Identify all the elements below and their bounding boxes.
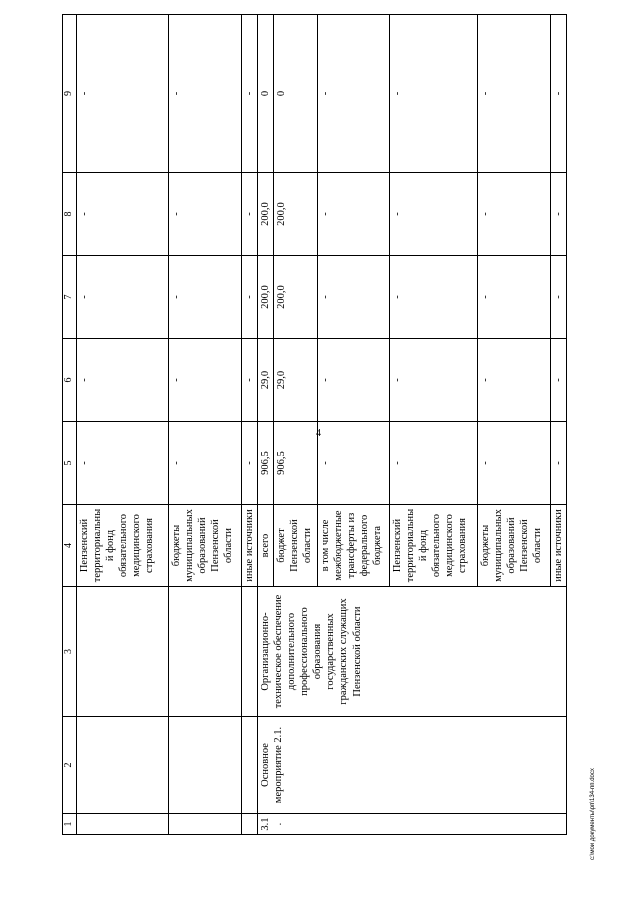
- table-cell: 200,0: [257, 173, 273, 256]
- table-cell: -: [76, 422, 168, 505]
- table-cell: 906,5: [273, 422, 317, 505]
- table-cell: -: [317, 173, 389, 256]
- table-row: [76, 15, 168, 835]
- column-number: 9: [63, 15, 77, 173]
- table-cell: 200,0: [257, 256, 273, 339]
- table-cell: -: [168, 422, 241, 505]
- table-cell: всего: [257, 505, 273, 587]
- table-cell: -: [76, 173, 168, 256]
- table-cell: 200,0: [273, 173, 317, 256]
- column-number: 5: [63, 422, 77, 505]
- table-cell: -: [241, 339, 257, 422]
- table-cell: -: [317, 422, 389, 505]
- table-cell: -: [550, 256, 566, 339]
- table-cell: -: [317, 339, 389, 422]
- table-cell: бюджет Пензенской области: [273, 505, 317, 587]
- table-cell: [241, 717, 257, 814]
- column-number: 7: [63, 256, 77, 339]
- table-cell: -: [317, 256, 389, 339]
- table-cell: -: [168, 173, 241, 256]
- table-cell: бюджеты муниципальных образований Пензенской области: [477, 505, 550, 587]
- table-cell: [168, 814, 241, 835]
- table-cell: -: [550, 422, 566, 505]
- table-cell: -: [389, 339, 477, 422]
- table-cell: -: [317, 15, 389, 173]
- table-cell: -: [168, 339, 241, 422]
- file-path-footer: c:\мои документы\рп\134-пп.docx: [590, 768, 596, 860]
- table-cell: [241, 587, 257, 717]
- activity-description: Организационно-техническое обеспечение дополнительного профессионального образования государственных гражданских служащих Пензенской области: [257, 587, 566, 717]
- column-number-row: [63, 15, 77, 835]
- table-cell: -: [550, 15, 566, 173]
- table-row: [241, 15, 257, 835]
- table-cell: -: [389, 173, 477, 256]
- table-cell: 906,5: [257, 422, 273, 505]
- table-cell: 29,0: [257, 339, 273, 422]
- table-cell: -: [168, 256, 241, 339]
- table-cell: -: [241, 15, 257, 173]
- table-cell: 0: [257, 15, 273, 173]
- table-cell: -: [550, 173, 566, 256]
- table-cell: -: [241, 173, 257, 256]
- table-cell: -: [241, 256, 257, 339]
- table-cell: [168, 587, 241, 717]
- table-cell: в том числе межбюджетные трансферты из федерального бюджета: [317, 505, 389, 587]
- table-cell: [76, 814, 168, 835]
- table-cell: 200,0: [273, 256, 317, 339]
- table-cell: Пензенский территориальный фонд обязательного медицинского страхования: [76, 505, 168, 587]
- table-cell: -: [477, 15, 550, 173]
- table-row: [168, 15, 241, 835]
- table-cell: иные источники: [241, 505, 257, 587]
- table-cell: -: [389, 256, 477, 339]
- column-number: 4: [63, 505, 77, 587]
- table-cell: [76, 717, 168, 814]
- table-cell: [241, 814, 257, 835]
- column-number: 2: [63, 717, 77, 814]
- table-cell: -: [389, 422, 477, 505]
- table-cell: иные источники: [550, 505, 566, 587]
- table-cell: -: [76, 339, 168, 422]
- table-cell: -: [389, 15, 477, 173]
- table-cell: Пензенский территориальный фонд обязательного медицинского страхования: [389, 505, 477, 587]
- table-cell: -: [477, 422, 550, 505]
- table-cell: -: [477, 173, 550, 256]
- budget-table: [62, 14, 567, 835]
- table-cell: -: [550, 339, 566, 422]
- table-cell: 29,0: [273, 339, 317, 422]
- table-cell: [76, 587, 168, 717]
- table-cell: бюджеты муниципальных образований Пензенской области: [168, 505, 241, 587]
- table-cell: -: [76, 256, 168, 339]
- table-cell: -: [76, 15, 168, 173]
- table-cell: -: [477, 339, 550, 422]
- table-row: [257, 15, 273, 835]
- table-cell: -: [477, 256, 550, 339]
- table-cell: -: [241, 422, 257, 505]
- page-number: 4: [316, 428, 321, 439]
- table-cell: -: [168, 15, 241, 173]
- column-number: 3: [63, 587, 77, 717]
- column-number: 6: [63, 339, 77, 422]
- table-cell: [168, 717, 241, 814]
- column-number: 8: [63, 173, 77, 256]
- column-number: 1: [63, 814, 77, 835]
- activity-name: Основное мероприятие 2.1.: [257, 717, 566, 814]
- rotated-table-wrapper: [62, 35, 586, 835]
- table-cell: 0: [273, 15, 317, 173]
- row-number: 3.1.: [257, 814, 566, 835]
